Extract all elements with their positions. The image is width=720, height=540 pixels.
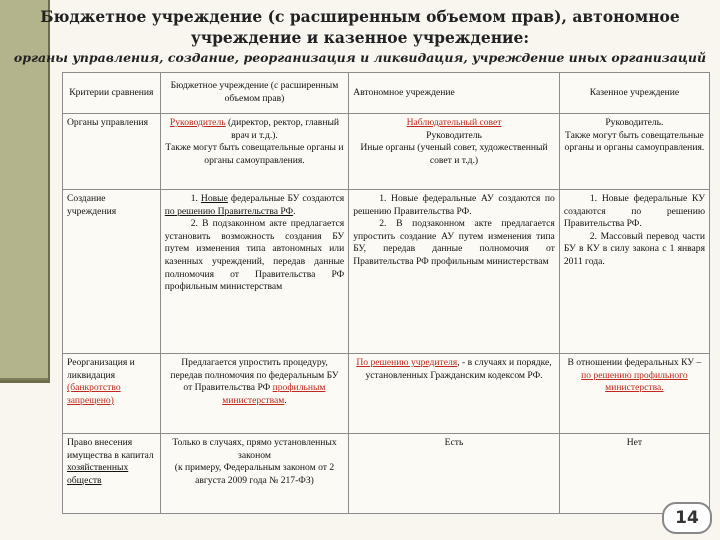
cell-creation-autonomous — [349, 190, 560, 354]
cell-creation-state — [559, 190, 709, 354]
link-bankruptcy-prohibited[interactable]: (банкротство запрещено) — [67, 382, 121, 406]
cell-governance-budget — [160, 114, 348, 190]
row-label-property — [63, 434, 161, 514]
cell-reorg-budget — [160, 354, 348, 434]
text-fragment: В отношении федеральных КУ – — [567, 357, 702, 368]
header-budget: Бюджетное учреждение (с расширенным объемом прав) — [160, 73, 348, 114]
text-fragment: 2. Массовый перевод части БУ в КУ в силу закона с 1 января 2011 года. — [563, 230, 705, 267]
text-fragment: (к примеру, Федеральным законом от 2 августа 2009 года № 217-ФЗ) — [174, 462, 335, 486]
cell-governance-state — [559, 114, 709, 190]
text-fragment: Только в случаях, прямо установленных законом — [172, 437, 337, 461]
text-fragment: 1. Новые федеральные КУ создаются по решению Правительства РФ. — [563, 193, 705, 230]
table-row — [63, 190, 710, 354]
text-fragment: по решению Правительства РФ — [164, 205, 294, 217]
text-fragment: (директор, ректор, главный врач и т.д.). — [225, 117, 340, 141]
page-number-badge: 14 — [662, 502, 712, 534]
text-fragment: Также могут быть совещательные органы и органы самоуправления. — [165, 142, 344, 166]
cell-creation-budget — [160, 190, 348, 354]
page-title: Бюджетное учреждение (с расширенным объемом прав), автономное учреждение и казенное учреждение: — [40, 7, 680, 47]
text-fragment: Предлагается упростить процедуру, передав полномочия по федеральным БУ от Правительства РФ — [170, 357, 339, 394]
row-label-creation: Создание учреждения — [63, 190, 161, 354]
row-label-reorg — [63, 354, 161, 434]
text-fragment: Право внесения имущества в капитал — [67, 437, 154, 461]
cell-governance-autonomous — [349, 114, 560, 190]
page-subtitle: органы управления, создание, реорганизация и ликвидация, учреждение иных организаций — [13, 50, 707, 65]
header-autonomous: Автономное учреждение — [349, 73, 560, 114]
cell-property-autonomous: Есть — [349, 434, 560, 514]
cell-property-state: Нет — [559, 434, 709, 514]
table-row — [63, 434, 710, 514]
cell-reorg-state — [559, 354, 709, 434]
text-fragment: Новые — [200, 193, 228, 204]
text-fragment: Иные органы (ученый совет, художественный совет и т.д.) — [360, 142, 548, 166]
text-fragment: 2. В подзаконном акте предлагается установить возможность создания БУ путем изменения типа автономных или казенных учреждений, передав данные полномочия от Правительства РФ профильным министерствам — [164, 218, 345, 293]
text-fragment: Также могут быть совещательные органы и органы самоуправления. — [564, 129, 705, 154]
table-row — [63, 354, 710, 434]
text-fragment: Руководитель. — [605, 117, 664, 128]
link-supervisory-board[interactable]: Наблюдательный совет — [406, 117, 502, 128]
text-fragment: Руководитель — [426, 129, 482, 141]
header-criteria: Критерии сравнения — [63, 73, 161, 114]
text-fragment: 1. — [190, 193, 201, 204]
header-state: Казенное учреждение — [559, 73, 709, 114]
link-profile-ministries[interactable]: профильным министерствам — [222, 382, 326, 406]
text-fragment: Реорганизация и ликвидация — [67, 357, 135, 381]
text-fragment: 1. Новые федеральные АУ создаются по решению Правительства РФ. — [353, 193, 555, 217]
horizontal-rule — [0, 380, 50, 383]
row-label-governance: Органы управления — [63, 114, 161, 190]
cell-property-budget — [160, 434, 348, 514]
link-head-budget[interactable]: Руководитель — [169, 117, 226, 128]
link-founder-decision[interactable]: По решению учредителя — [356, 357, 458, 368]
cell-reorg-autonomous — [349, 354, 560, 434]
table-header-row — [63, 73, 710, 114]
table-row — [63, 114, 710, 190]
text-fragment: хозяйственных обществ — [67, 462, 129, 486]
link-ministry-decision[interactable]: по решению профильного министерства. — [581, 369, 688, 394]
text-fragment: . — [284, 394, 287, 406]
text-fragment: . — [293, 205, 296, 217]
text-fragment: 2. В подзаконном акте предлагается упростить создание АУ путем изменения типа БУ, передав данные полномочия от Правительства РФ профильным министерствам — [353, 218, 555, 267]
comparison-table — [62, 72, 710, 514]
text-fragment: , - в случаях и порядке, установленных Гражданским кодексом РФ. — [365, 357, 552, 381]
text-fragment: федеральные БУ создаются — [227, 193, 345, 204]
